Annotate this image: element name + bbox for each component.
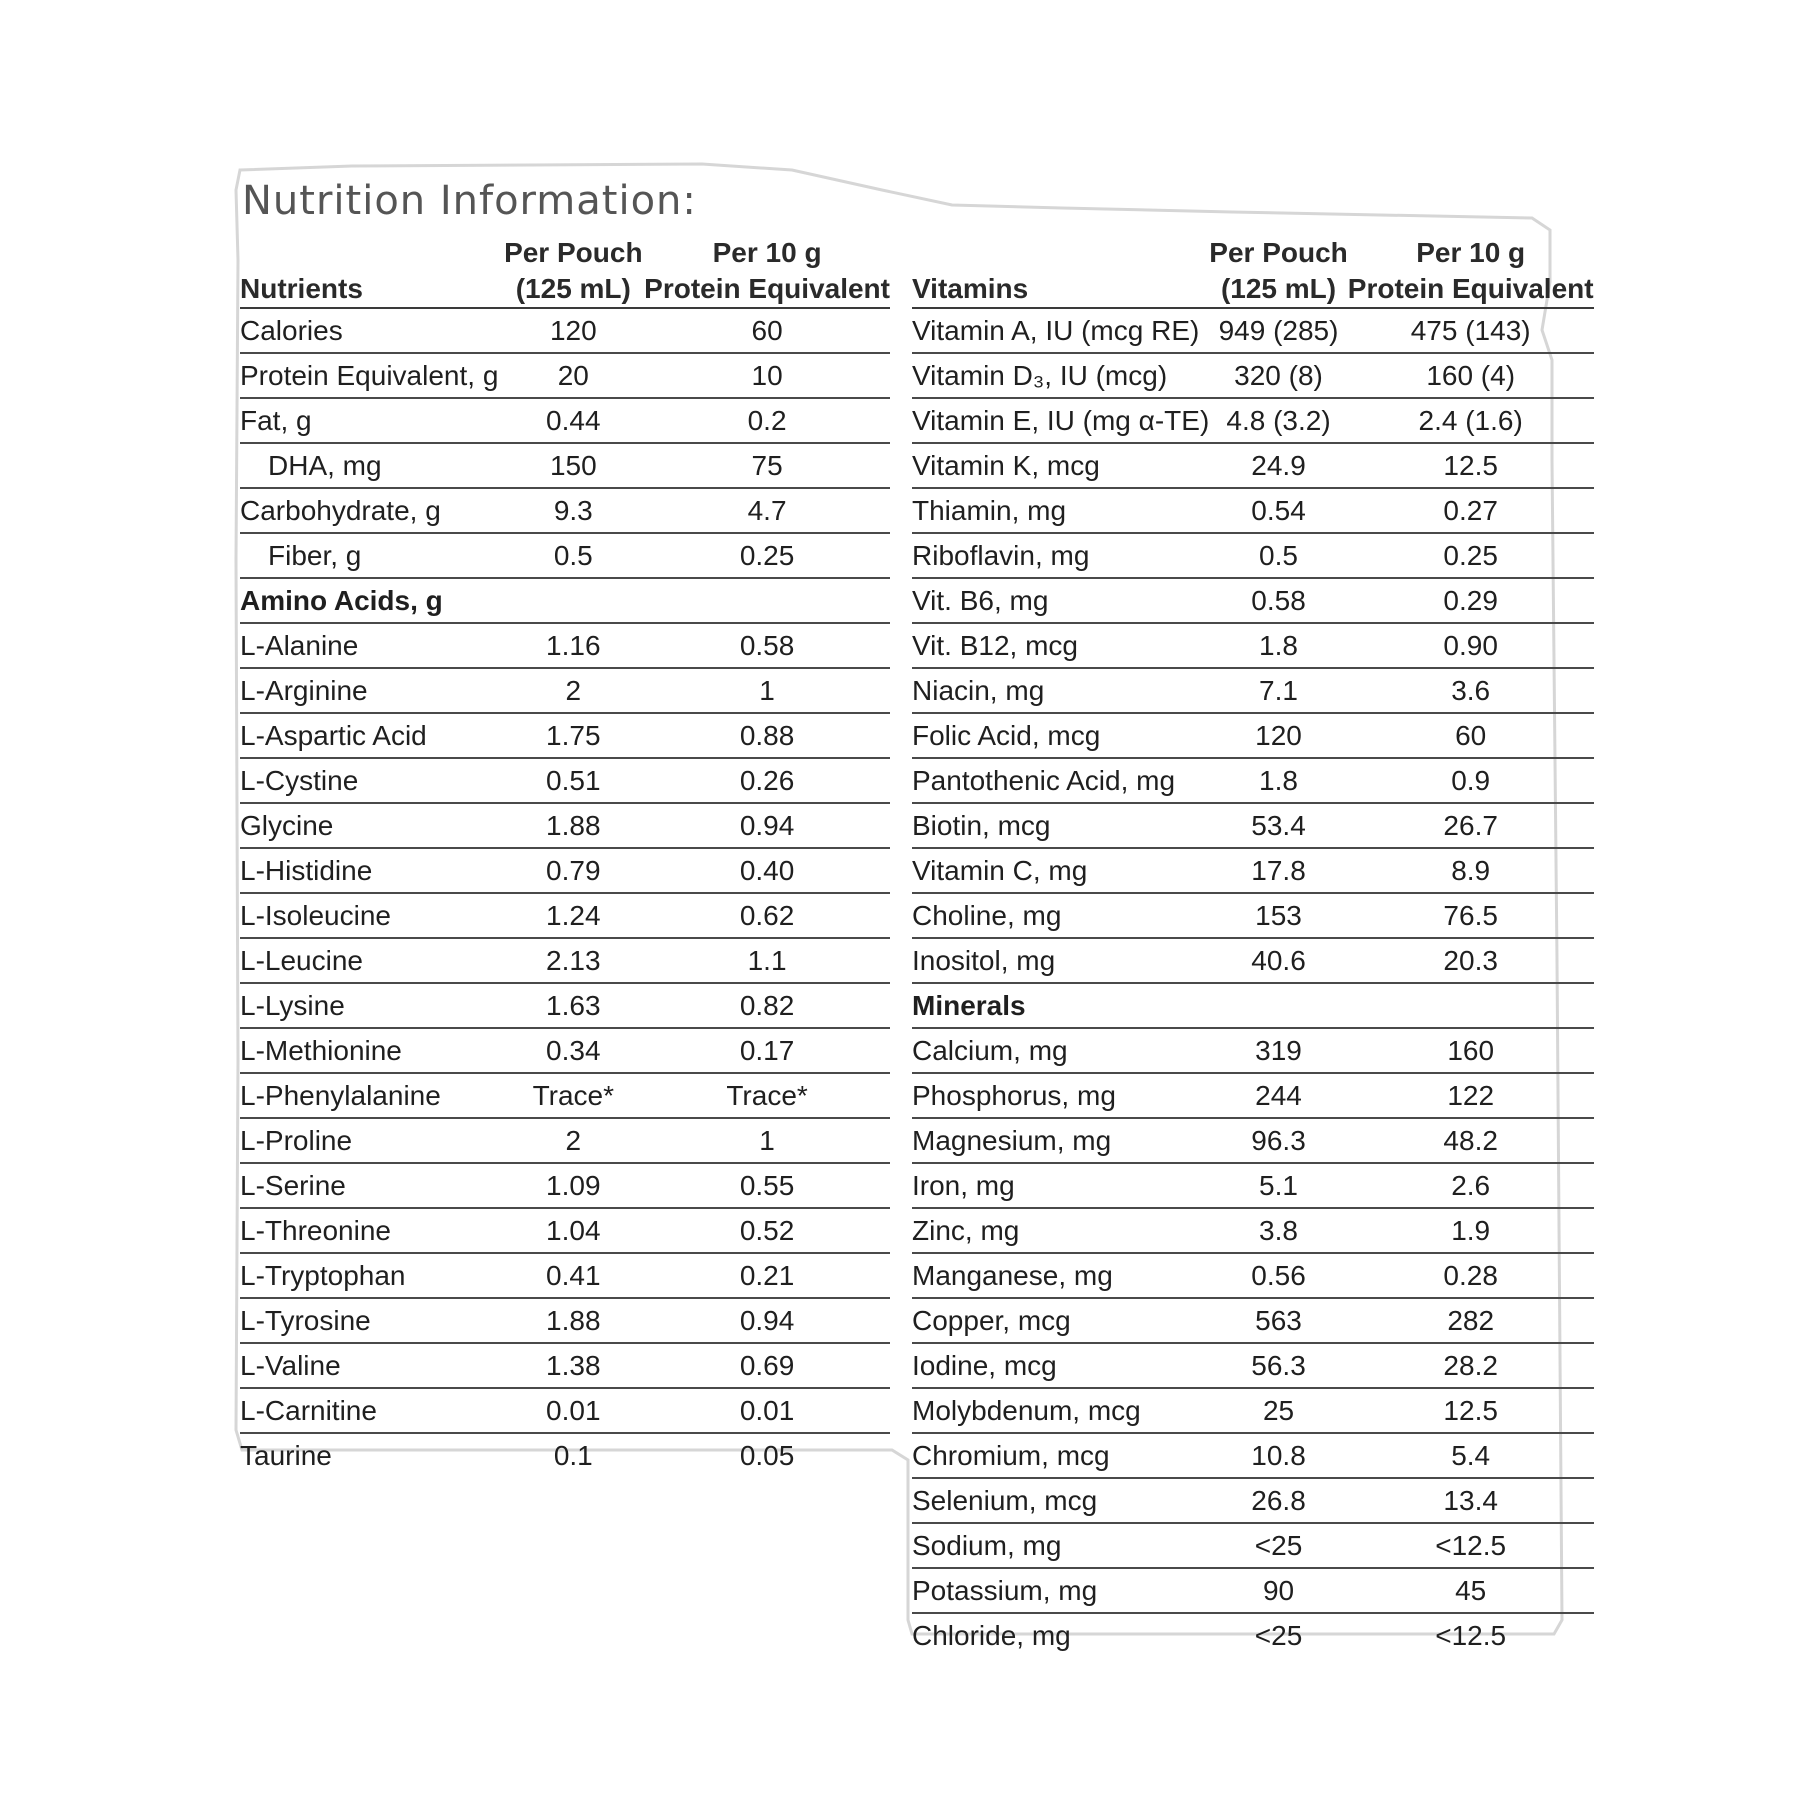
nutrient-name: Vitamin E, IU (mg α-TE) (912, 404, 1210, 436)
per-pouch-value: Trace* (532, 1079, 615, 1111)
table-row (240, 803, 890, 848)
table-row (240, 1118, 890, 1163)
table-row (912, 1118, 1594, 1163)
table-row (912, 1073, 1594, 1118)
nutrient-name: Taurine (240, 1439, 332, 1471)
per-pouch-value: 1.8 (1259, 629, 1298, 661)
per-pouch-value: 0.34 (546, 1034, 601, 1066)
header-per-pouch (502, 235, 644, 308)
per-10g-value: <12.5 (1435, 1619, 1507, 1651)
per-10g-value: 0.69 (739, 1349, 795, 1381)
per-pouch-value: 0.56 (1251, 1259, 1306, 1291)
per-10g-value: 76.5 (1443, 899, 1498, 931)
nutrient-name: Vitamin A, IU (mcg RE) (912, 314, 1200, 346)
per-10g-value: 0.2 (747, 404, 787, 436)
per-pouch-value: 0.44 (546, 404, 601, 436)
per-pouch-value: 120 (1255, 719, 1302, 751)
per-10g-value: 45 (1455, 1574, 1487, 1606)
per-10g-value: 0.27 (1443, 494, 1498, 526)
nutrient-name: L-Leucine (240, 944, 363, 976)
nutrient-name: Iron, mg (912, 1169, 1015, 1201)
nutrient-name: Vit. B12, mcg (912, 629, 1079, 661)
nutrient-name: Choline, mg (912, 899, 1062, 931)
table-row (912, 938, 1594, 983)
per-10g-value: 160 (1447, 1034, 1495, 1066)
section-header-row (240, 578, 890, 623)
per-pouch-value: 53.4 (1251, 809, 1306, 841)
per-10g-value: 8.9 (1451, 854, 1491, 886)
table-row (240, 983, 890, 1028)
nutrient-name: Chloride, mg (912, 1619, 1071, 1651)
nutrient-name: Manganese, mg (912, 1259, 1113, 1291)
nutrient-name: Fat, g (240, 404, 312, 436)
per-10g-value: 20.3 (1443, 944, 1498, 976)
per-10g-value: 5.4 (1451, 1439, 1491, 1471)
nutrient-name: L-Tyrosine (240, 1304, 371, 1336)
table-row (912, 1253, 1594, 1298)
per-10g-value: 1.9 (1451, 1214, 1491, 1246)
header-vitamins: Vitamins (912, 273, 1029, 304)
table-row (240, 1028, 890, 1073)
table-row (912, 758, 1594, 803)
nutrient-name: L-Alanine (240, 629, 359, 661)
per-pouch-value: 1.04 (546, 1214, 601, 1246)
table-row (240, 1433, 890, 1477)
per-10g-value: 0.25 (1443, 539, 1498, 571)
per-10g-value: 160 (4) (1426, 359, 1516, 391)
per-10g-value: 0.21 (739, 1259, 795, 1291)
table-row (912, 353, 1594, 398)
per-10g-value: 12.5 (1443, 449, 1498, 481)
header-per-pouch-line2: (125 mL) (1220, 273, 1337, 304)
nutrient-name: Vit. B6, mg (912, 584, 1049, 616)
nutrients-table (240, 235, 890, 1477)
per-10g-value: 48.2 (1443, 1124, 1498, 1156)
per-pouch-value: 153 (1255, 899, 1302, 931)
table-row (912, 803, 1594, 848)
per-pouch-value: 0.41 (546, 1259, 601, 1291)
table-row (240, 1298, 890, 1343)
table-row (240, 893, 890, 938)
per-10g-value: 28.2 (1443, 1349, 1498, 1381)
per-10g-value: 0.28 (1443, 1259, 1498, 1291)
header-per-pouch-line1: Per Pouch (1209, 237, 1348, 268)
table-row (912, 1163, 1594, 1208)
section-header-row (912, 983, 1594, 1028)
per-10g-value: 0.40 (739, 854, 795, 886)
per-pouch-value: 1.88 (546, 1304, 601, 1336)
per-pouch-value: 10.8 (1251, 1439, 1306, 1471)
per-10g-value: 0.17 (739, 1034, 795, 1066)
table-row (912, 1433, 1594, 1478)
per-pouch-value: 1.75 (546, 719, 601, 751)
nutrient-name: L-Methionine (240, 1034, 402, 1066)
nutrient-name: L-Tryptophan (240, 1259, 406, 1291)
per-10g-value: 13.4 (1443, 1484, 1498, 1516)
per-pouch-value: 949 (285) (1218, 314, 1339, 346)
per-10g-value: 0.82 (739, 989, 795, 1021)
table-row (912, 1613, 1594, 1657)
per-pouch-value: 0.79 (546, 854, 601, 886)
table-row (240, 938, 890, 983)
per-pouch-value: 120 (549, 314, 597, 346)
nutrient-name: Calories (240, 314, 343, 346)
per-10g-value: 0.94 (739, 809, 795, 841)
nutrient-name: Pantothenic Acid, mg (912, 764, 1176, 796)
per-pouch-value: 0.5 (1259, 539, 1298, 571)
header-per-pouch-line2: (125 mL) (515, 273, 631, 304)
per-pouch-value: 320 (8) (1234, 359, 1323, 391)
table-row (912, 1388, 1594, 1433)
nutrient-name: L-Threonine (240, 1214, 391, 1246)
nutrient-name: L-Serine (240, 1169, 346, 1201)
table-row (240, 1343, 890, 1388)
table-row (240, 758, 890, 803)
per-pouch-value: 24.9 (1251, 449, 1306, 481)
header-per-10g-line1: Per 10 g (1416, 237, 1526, 268)
per-10g-value: 4.7 (747, 494, 787, 526)
nutrient-name: Thiamin, mg (912, 494, 1067, 526)
nutrient-name: L-Phenylalanine (240, 1079, 441, 1111)
nutrient-name: Copper, mcg (912, 1304, 1071, 1336)
per-10g-value: 60 (751, 314, 783, 346)
nutrient-name: Vitamin D₃, IU (mcg) (912, 359, 1168, 391)
table-row (240, 1163, 890, 1208)
per-10g-value: 26.7 (1443, 809, 1498, 841)
nutrient-name: L-Cystine (240, 764, 359, 796)
nutrient-name: L-Histidine (240, 854, 373, 886)
table-row (240, 488, 890, 533)
nutrition-label (232, 160, 1594, 1651)
table-row (240, 623, 890, 668)
header-nutrients: Nutrients (240, 273, 363, 304)
nutrient-name: L-Valine (240, 1349, 341, 1381)
table-row (240, 353, 890, 398)
per-10g-value (1348, 983, 1594, 1028)
per-pouch-value: 0.01 (546, 1394, 601, 1426)
table-row (912, 308, 1594, 353)
table-row (240, 308, 890, 353)
per-pouch-value: 90 (1262, 1574, 1295, 1606)
per-pouch-value: 1.09 (546, 1169, 601, 1201)
table-row (912, 1298, 1594, 1343)
per-10g-value: 122 (1447, 1079, 1495, 1111)
per-pouch-value: 0.51 (546, 764, 601, 796)
nutrient-name: L-Lysine (240, 989, 345, 1021)
nutrients-header-row (240, 235, 890, 308)
header-per-10g-line1: Per 10 g (712, 237, 822, 268)
table-row (240, 848, 890, 893)
table-row (240, 443, 890, 488)
nutrient-name: Zinc, mg (912, 1214, 1020, 1246)
per-pouch-value: 9.3 (553, 494, 593, 526)
per-pouch-value: 2 (565, 674, 582, 706)
per-10g-value: 2.6 (1451, 1169, 1491, 1201)
nutrient-name: DHA, mg (268, 449, 382, 481)
table-row (240, 1253, 890, 1298)
per-pouch-value: 4.8 (3.2) (1226, 404, 1331, 436)
per-pouch-value: 244 (1255, 1079, 1302, 1111)
table-row (240, 1073, 890, 1118)
per-pouch-value: 1.63 (546, 989, 601, 1021)
table-row (912, 578, 1594, 623)
table-row (240, 668, 890, 713)
per-pouch-value (502, 578, 644, 623)
table-row (912, 1028, 1594, 1073)
table-row (912, 1523, 1594, 1568)
per-pouch-value: 96.3 (1251, 1124, 1306, 1156)
page-title: Nutrition Information: (242, 178, 697, 224)
header-per-10g (1348, 235, 1594, 308)
header-per-pouch (1209, 235, 1347, 308)
nutrient-name: Sodium, mg (912, 1529, 1062, 1561)
nutrient-name: Folic Acid, mcg (912, 719, 1101, 751)
table-row (912, 893, 1594, 938)
header-per-10g-line2: Protein Equivalent (1347, 273, 1594, 304)
per-10g-value: 0.9 (1451, 764, 1491, 796)
per-pouch-value: 150 (549, 449, 597, 481)
vitamins-header-row (912, 235, 1594, 308)
nutrient-name: L-Isoleucine (240, 899, 391, 931)
per-pouch-value: 319 (1255, 1034, 1302, 1066)
table-row (912, 848, 1594, 893)
nutrient-name: Riboflavin, mg (912, 539, 1090, 571)
per-pouch-value: 1.24 (546, 899, 601, 931)
header-per-10g-line2: Protein Equivalent (644, 273, 890, 304)
nutrient-name: Biotin, mcg (912, 809, 1051, 841)
nutrient-name: Niacin, mg (912, 674, 1045, 706)
vitamins-table (912, 235, 1594, 1657)
per-pouch-value: 3.8 (1259, 1214, 1298, 1246)
per-pouch-value: 26.8 (1251, 1484, 1306, 1516)
per-10g-value: 0.26 (739, 764, 795, 796)
per-10g-value: 1.1 (747, 944, 787, 976)
nutrient-name: Protein Equivalent, g (240, 359, 499, 391)
table-row (912, 1343, 1594, 1388)
per-10g-value: 60 (1455, 719, 1487, 751)
table-row (240, 398, 890, 443)
table-row (912, 623, 1594, 668)
per-pouch-value: 1.8 (1259, 764, 1298, 796)
per-pouch-value: 0.54 (1251, 494, 1306, 526)
per-pouch-value: 0.5 (553, 539, 593, 571)
table-row (240, 1388, 890, 1433)
per-pouch-value: 2 (565, 1124, 582, 1156)
per-pouch-value: 7.1 (1259, 674, 1298, 706)
per-10g-value: 475 (143) (1410, 314, 1531, 346)
per-10g-value: 2.4 (1.6) (1418, 404, 1523, 436)
nutrient-name: L-Aspartic Acid (240, 719, 427, 751)
per-10g-value: 3.6 (1451, 674, 1491, 706)
table-row (240, 1208, 890, 1253)
nutrient-name: Amino Acids, g (240, 584, 443, 616)
per-pouch-value: 2.13 (546, 944, 601, 976)
per-10g-value: <12.5 (1435, 1529, 1507, 1561)
per-10g-value: Trace* (726, 1079, 808, 1111)
per-pouch-value: 1.38 (546, 1349, 601, 1381)
nutrient-name: Fiber, g (268, 539, 362, 571)
nutrient-name: Magnesium, mg (912, 1124, 1112, 1156)
per-pouch-value: 17.8 (1251, 854, 1306, 886)
nutrient-name: Calcium, mg (912, 1034, 1068, 1066)
header-per-pouch-line1: Per Pouch (504, 237, 643, 268)
nutrients-table-body (240, 308, 890, 1477)
nutrient-name: Phosphorus, mg (912, 1079, 1116, 1111)
table-row (912, 713, 1594, 758)
per-10g-value: 0.62 (739, 899, 795, 931)
per-pouch-value (1209, 983, 1347, 1028)
per-pouch-value: 0.1 (553, 1439, 593, 1471)
per-pouch-value: 40.6 (1251, 944, 1306, 976)
nutrient-name: Vitamin K, mcg (912, 449, 1100, 481)
per-pouch-value: 25 (1262, 1394, 1295, 1426)
per-10g-value: 0.29 (1443, 584, 1498, 616)
per-10g-value: 0.05 (739, 1439, 795, 1471)
table-row (912, 533, 1594, 578)
table-row (912, 443, 1594, 488)
table-row (912, 1208, 1594, 1253)
per-pouch-value: <25 (1254, 1619, 1303, 1651)
per-pouch-value: 56.3 (1251, 1349, 1306, 1381)
per-10g-value: 0.01 (739, 1394, 795, 1426)
per-10g-value: 1 (759, 1124, 775, 1156)
table-row (240, 533, 890, 578)
nutrient-name: Glycine (240, 809, 334, 841)
table-row (912, 398, 1594, 443)
per-10g-value: 75 (751, 449, 783, 481)
nutrient-name: Selenium, mcg (912, 1484, 1098, 1516)
nutrient-name: Chromium, mcg (912, 1439, 1110, 1471)
table-row (240, 713, 890, 758)
per-pouch-value: 1.16 (546, 629, 601, 661)
nutrient-name: Iodine, mcg (912, 1349, 1057, 1381)
per-10g-value: 10 (751, 359, 783, 391)
nutrient-name: Molybdenum, mcg (912, 1394, 1141, 1426)
nutrient-name: Potassium, mg (912, 1574, 1098, 1606)
per-pouch-value: 1.88 (546, 809, 601, 841)
nutrient-name: Minerals (912, 989, 1026, 1021)
per-10g-value: 0.25 (739, 539, 795, 571)
per-pouch-value: <25 (1254, 1529, 1303, 1561)
per-10g-value: 0.55 (739, 1169, 795, 1201)
per-pouch-value: 5.1 (1259, 1169, 1298, 1201)
table-row (912, 488, 1594, 533)
per-pouch-value: 20 (557, 359, 589, 391)
nutrient-name: Carbohydrate, g (240, 494, 441, 526)
vitamins-panel (912, 235, 1594, 1657)
per-10g-value: 1 (759, 674, 775, 706)
per-10g-value: 0.58 (739, 629, 795, 661)
per-10g-value: 0.90 (1443, 629, 1498, 661)
table-row (912, 1568, 1594, 1613)
table-row (912, 1478, 1594, 1523)
vitamins-table-body (912, 308, 1594, 1657)
per-10g-value: 282 (1447, 1304, 1495, 1336)
per-10g-value: 0.94 (739, 1304, 795, 1336)
per-10g-value: 12.5 (1443, 1394, 1498, 1426)
table-row (912, 668, 1594, 713)
nutrient-name: L-Carnitine (240, 1394, 377, 1426)
per-pouch-value: 0.58 (1251, 584, 1306, 616)
per-pouch-value: 563 (1255, 1304, 1302, 1336)
per-10g-value (644, 578, 890, 623)
nutrient-name: L-Arginine (240, 674, 368, 706)
nutrient-name: Vitamin C, mg (912, 854, 1088, 886)
per-10g-value: 0.88 (739, 719, 795, 751)
per-10g-value: 0.52 (739, 1214, 795, 1246)
nutrients-panel (240, 235, 890, 1477)
header-per-10g (644, 235, 890, 308)
nutrient-name: L-Proline (240, 1124, 353, 1156)
nutrient-name: Inositol, mg (912, 944, 1056, 976)
